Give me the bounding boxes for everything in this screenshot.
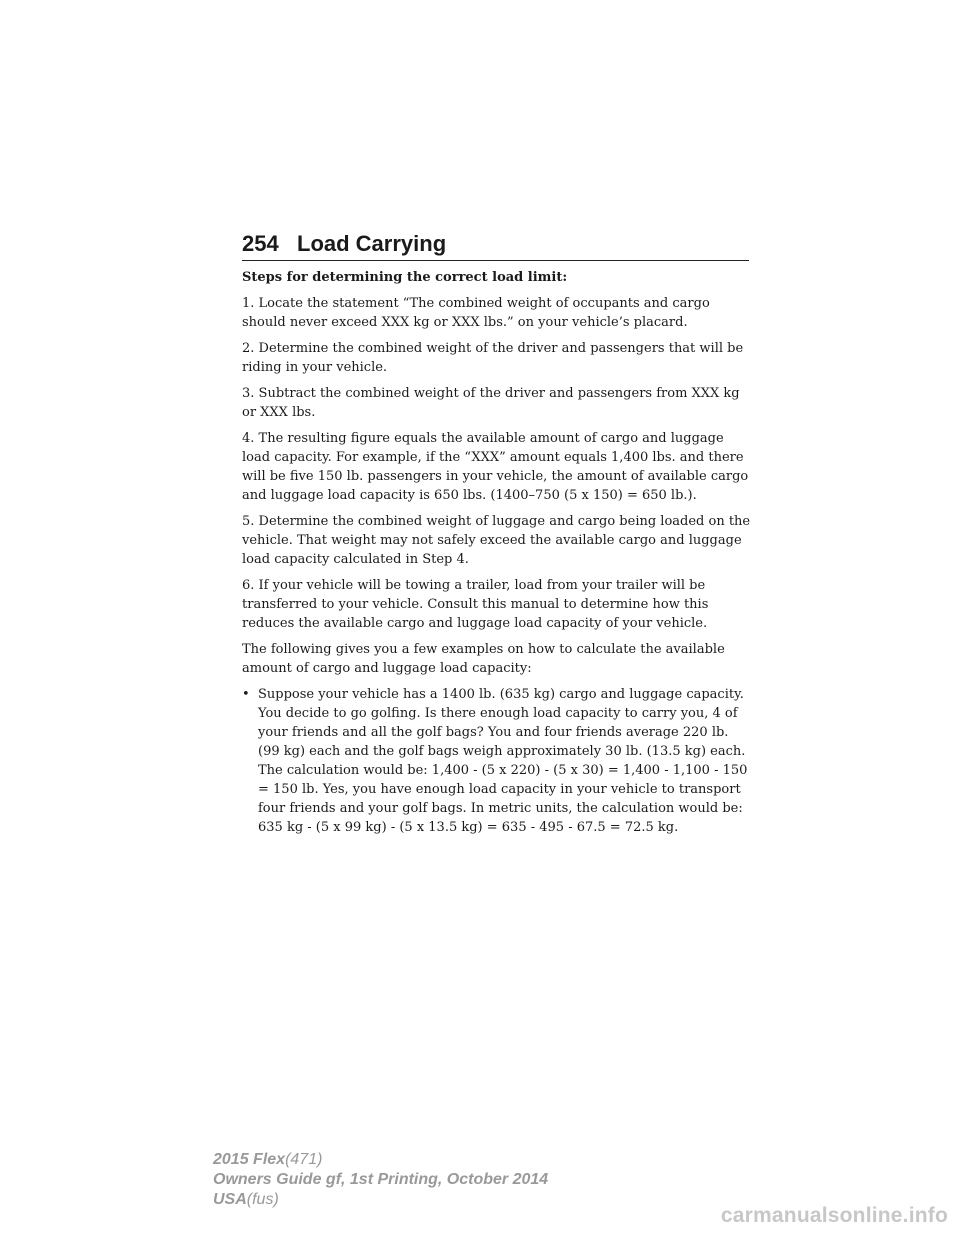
footer-model-code: (471) bbox=[285, 1151, 323, 1168]
page-footer bbox=[213, 1150, 548, 1210]
page-number: 254 bbox=[242, 231, 279, 256]
step-5: 5. Determine the combined weight of luggage and cargo being loaded on the vehicle. That weight may not safely exceed the available cargo and luggage load capacity calculated in Step 4. bbox=[242, 514, 751, 567]
step-4: 4. The resulting figure equals the available amount of cargo and luggage load capacity. For example, if the “XXX” amount equals 1,400 lbs. and there will be five 150 lb. passengers in your vehicle, the amount of available cargo and luggage load capacity is 650 lbs. (1400–750 (5 x 150) = 650 lb.). bbox=[242, 431, 749, 503]
steps-heading: Steps for determining the correct load limit: bbox=[242, 270, 568, 285]
footer-line-1 bbox=[213, 1150, 548, 1170]
section-title: Load Carrying bbox=[297, 231, 447, 256]
footer-model: 2015 Flex bbox=[213, 1151, 286, 1168]
examples-intro: The following gives you a few examples on how to calculate the available amount of cargo and luggage load capacity: bbox=[242, 642, 725, 676]
step-2: 2. Determine the combined weight of the driver and passengers that will be riding in your vehicle. bbox=[242, 341, 744, 375]
example-bullet bbox=[242, 685, 752, 837]
footer-region-code: (fus) bbox=[246, 1191, 279, 1208]
page-body bbox=[242, 268, 752, 837]
example-text: Suppose your vehicle has a 1400 lb. (635 kg) cargo and luggage capacity. You decide to go golfing. Is there enough load capacity to carry you, 4 of your friends and all the golf bags? You and four friends average 220 lb. (99 kg) each and the golf bags weigh approximately 30 lb. (13.5 kg) each. The calculation would be: 1,400 - (5 x 220) - (5 x 30) = 1,400 - 1,100 - 150 = 150 lb. Yes, you have enough load capacity in your vehicle to transport four friends and your golf bags. In metric units, the calculation would be: 635 kg - (5 x 99 kg) - (5 x 13.5 kg) = 635 - 495 - 67.5 = 72.5 kg. bbox=[258, 687, 748, 835]
footer-line-3 bbox=[213, 1190, 548, 1210]
footer-line-2: Owners Guide gf, 1st Printing, October 2014 bbox=[213, 1171, 549, 1188]
page-header bbox=[242, 228, 749, 261]
footer-region: USA bbox=[213, 1191, 247, 1208]
step-1: 1. Locate the statement “The combined weight of occupants and cargo should never exceed XXX kg or XXX lbs.” on your vehicle’s placard. bbox=[242, 296, 710, 330]
step-3: 3. Subtract the combined weight of the driver and passengers from XXX kg or XXX lbs. bbox=[242, 386, 740, 420]
step-6: 6. If your vehicle will be towing a trailer, load from your trailer will be transferred to your vehicle. Consult this manual to determine how this reduces the available cargo and luggage load capacity of your vehicle. bbox=[242, 578, 709, 631]
watermark: carmanualsonline.info bbox=[720, 1204, 948, 1227]
bullet-marker: • bbox=[242, 687, 250, 702]
